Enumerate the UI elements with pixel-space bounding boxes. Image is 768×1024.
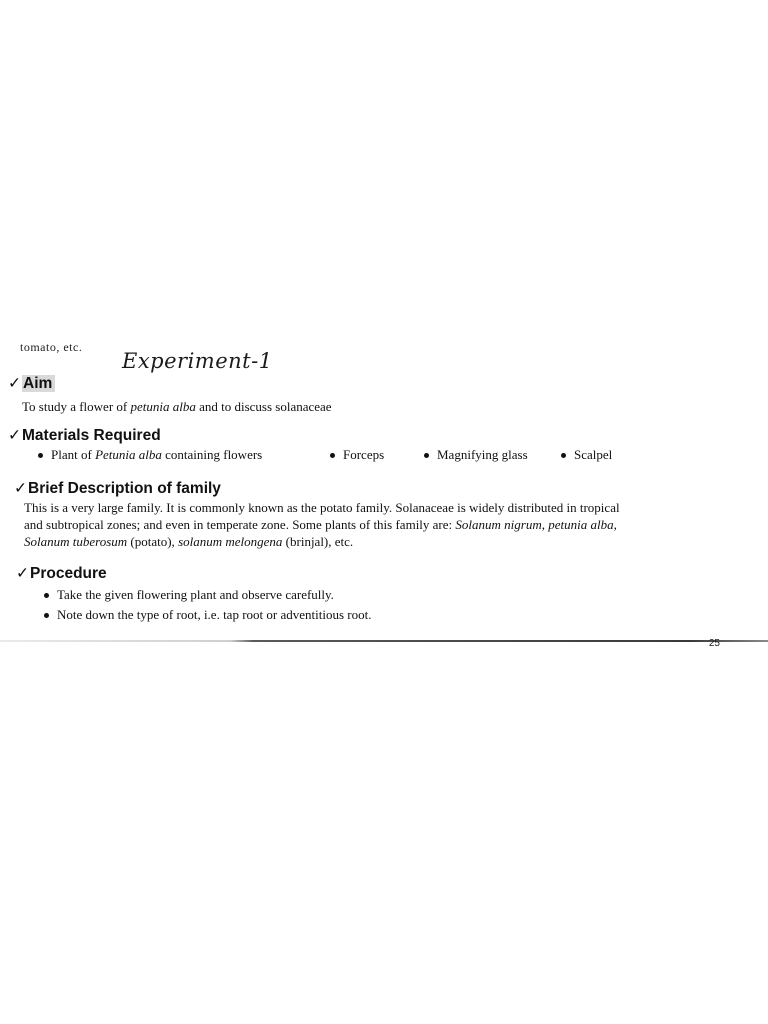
checkmark-icon: ✓ bbox=[8, 426, 21, 444]
bullet-icon bbox=[330, 453, 335, 458]
list-item: Note down the type of root, i.e. tap root or adventitious root. bbox=[44, 605, 371, 625]
materials-list bbox=[38, 447, 658, 465]
page-number-fragment: 25 bbox=[708, 638, 720, 649]
description-line-1: This is a very large family. It is commonly known as the potato family. Solanaceae is widely distributed in tropical bbox=[24, 500, 620, 515]
description-line-2: and subtropical zones; and even in temperate zone. Some plants of this family are: Solanum nigrum, petunia alba, bbox=[24, 517, 617, 532]
description-line-3: Solanum tuberosum (potato), solanum melongena (brinjal), etc. bbox=[24, 534, 354, 549]
description-text bbox=[24, 499, 724, 550]
materials-heading: ✓Materials Required bbox=[8, 426, 161, 444]
page-bottom-edge bbox=[0, 640, 768, 642]
procedure-heading: ✓Procedure bbox=[16, 564, 107, 582]
list-item: Magnifying glass bbox=[424, 447, 528, 463]
checkmark-icon: ✓ bbox=[8, 374, 21, 392]
bullet-icon bbox=[44, 593, 49, 598]
list-item: Scalpel bbox=[561, 447, 612, 463]
description-heading: ✓Brief Description of family bbox=[14, 479, 221, 497]
procedure-list bbox=[44, 585, 371, 625]
bullet-icon bbox=[38, 453, 43, 458]
aim-text: To study a flower of petunia alba and to discuss solanaceae bbox=[22, 399, 332, 414]
checkmark-icon: ✓ bbox=[14, 479, 27, 497]
bullet-icon bbox=[44, 613, 49, 618]
bullet-icon bbox=[424, 453, 429, 458]
aim-heading: ✓ Aim bbox=[8, 374, 55, 393]
list-item: Plant of Petunia alba containing flowers bbox=[38, 447, 262, 463]
cut-off-text: tomato, etc. bbox=[20, 340, 83, 354]
list-item: Take the given flowering plant and observe carefully. bbox=[44, 585, 371, 605]
handwritten-experiment-title: Experiment-1 bbox=[122, 349, 273, 373]
bullet-icon bbox=[561, 453, 566, 458]
list-item: Forceps bbox=[330, 447, 384, 463]
checkmark-icon: ✓ bbox=[16, 564, 29, 582]
